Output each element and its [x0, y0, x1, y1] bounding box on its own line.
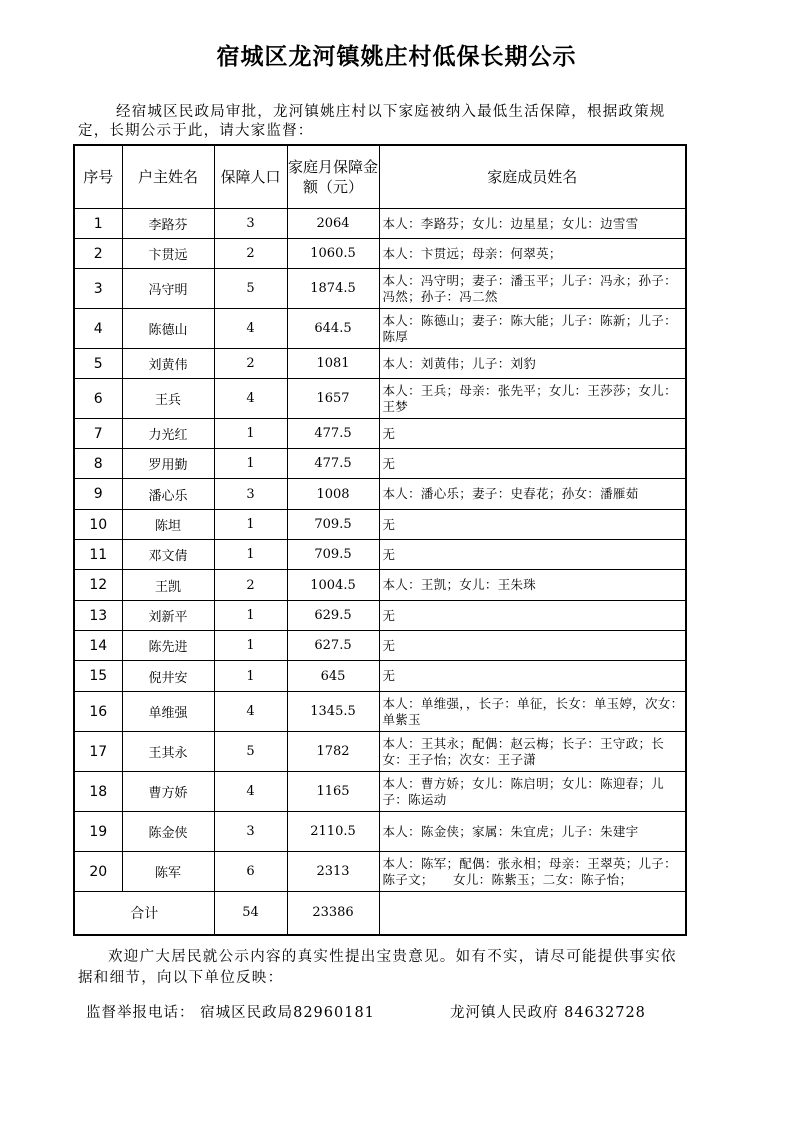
row-index: 9: [74, 479, 122, 510]
header-amount: 家庭月保障金额（元）: [287, 145, 379, 209]
monthly-amount: 1008: [287, 479, 379, 510]
row-index: 12: [74, 570, 122, 601]
total-members: [379, 892, 686, 935]
monthly-amount: 709.5: [287, 510, 379, 540]
header-members: 家庭成员姓名: [379, 145, 686, 209]
table-row: [74, 349, 686, 379]
footer-note: 欢迎广大居民就公示内容的真实性提出宝贵意见。如有不实，请尽可能提供事实依据和细节，向以下单位反映：: [78, 949, 677, 986]
row-index: 4: [74, 309, 122, 349]
head-name: 邓文倩: [122, 540, 214, 570]
population-count: 1: [214, 419, 287, 449]
head-name: 陈坦: [122, 510, 214, 540]
row-index: 19: [74, 812, 122, 852]
table-row: [74, 692, 686, 732]
table-row: [74, 239, 686, 269]
monthly-amount: 627.5: [287, 631, 379, 661]
header-index: 序号: [74, 145, 122, 209]
head-name: 王其永: [122, 732, 214, 772]
table-row: [74, 772, 686, 812]
family-members: 本人：陈金侠；家属：朱宜虎；儿子：朱建宇: [379, 812, 686, 852]
monthly-amount: 1060.5: [287, 239, 379, 269]
monthly-amount: 1004.5: [287, 570, 379, 601]
family-members: 本人：王兵；母亲：张先平；女儿：王莎莎；女儿：王梦: [379, 379, 686, 419]
row-index: 18: [74, 772, 122, 812]
total-label: 合计: [74, 892, 214, 935]
head-name: 潘心乐: [122, 479, 214, 510]
row-index: 17: [74, 732, 122, 772]
population-count: 1: [214, 601, 287, 631]
page-title: 宿城区龙河镇姚庄村低保长期公示: [216, 43, 577, 70]
monthly-amount: 1165: [287, 772, 379, 812]
hotline-label: 监督举报电话：: [86, 1005, 195, 1021]
monthly-amount: 644.5: [287, 309, 379, 349]
total-row: [74, 892, 686, 935]
row-index: 10: [74, 510, 122, 540]
population-count: 2: [214, 239, 287, 269]
monthly-amount: 629.5: [287, 601, 379, 631]
population-count: 2: [214, 349, 287, 379]
family-members: 本人：李路芬；女儿：边星星；女儿：边雪雪: [379, 209, 686, 239]
population-count: 3: [214, 812, 287, 852]
monthly-amount: 1081: [287, 349, 379, 379]
table-header-row: [74, 145, 686, 209]
head-name: 冯守明: [122, 269, 214, 309]
table-row: [74, 309, 686, 349]
monthly-amount: 2313: [287, 852, 379, 892]
table-row: [74, 510, 686, 540]
family-members: 本人：王凯；女儿：王朱珠: [379, 570, 686, 601]
monthly-amount: 1345.5: [287, 692, 379, 732]
row-index: 1: [74, 209, 122, 239]
head-name: 陈德山: [122, 309, 214, 349]
population-count: 1: [214, 661, 287, 692]
population-count: 2: [214, 570, 287, 601]
intro-paragraph: 经宿城区民政局审批，龙河镇姚庄村以下家庭被纳入最低生活保障，根据政策规定，长期公示于此，请大家监督：: [78, 104, 666, 139]
monthly-amount: 1657: [287, 379, 379, 419]
family-members: 本人：单维强，，长子：单征，长女：单玉婷，次女：单紫玉: [379, 692, 686, 732]
header-head-name: 户主姓名: [122, 145, 214, 209]
row-index: 16: [74, 692, 122, 732]
table-row: [74, 812, 686, 852]
hotline-civil-affairs: [86, 1001, 375, 1022]
monthly-amount: 1874.5: [287, 269, 379, 309]
monthly-amount: 477.5: [287, 419, 379, 449]
family-members: 本人：潘心乐；妻子：史春花；孙女：潘雁茹: [379, 479, 686, 510]
table-row: [74, 601, 686, 631]
family-members: 无: [379, 540, 686, 570]
table-row: [74, 449, 686, 479]
head-name: 曹方娇: [122, 772, 214, 812]
family-members: 本人：曹方娇；女儿：陈启明；女儿：陈迎春；儿子：陈运动: [379, 772, 686, 812]
population-count: 1: [214, 449, 287, 479]
row-index: 20: [74, 852, 122, 892]
population-count: 4: [214, 309, 287, 349]
monthly-amount: 2110.5: [287, 812, 379, 852]
family-members: 无: [379, 449, 686, 479]
table-row: [74, 661, 686, 692]
table-row: [74, 732, 686, 772]
population-count: 4: [214, 772, 287, 812]
population-count: 5: [214, 269, 287, 309]
monthly-amount: 645: [287, 661, 379, 692]
family-members: 本人：卞贯远；母亲：何翠英；: [379, 239, 686, 269]
family-members: 本人：陈军；配偶：张永相；母亲：王翠英；儿子：陈子文； 女儿：陈紫玉；二女：陈子怡；: [379, 852, 686, 892]
head-name: 单维强: [122, 692, 214, 732]
head-name: 力光红: [122, 419, 214, 449]
row-index: 6: [74, 379, 122, 419]
hotline-town-government: 龙河镇人民政府 84632728: [450, 1005, 646, 1021]
row-index: 13: [74, 601, 122, 631]
header-count: 保障人口: [214, 145, 287, 209]
family-members: 无: [379, 510, 686, 540]
population-count: 6: [214, 852, 287, 892]
head-name: 王凯: [122, 570, 214, 601]
head-name: 陈军: [122, 852, 214, 892]
family-members: 无: [379, 661, 686, 692]
row-index: 7: [74, 419, 122, 449]
head-name: 卞贯远: [122, 239, 214, 269]
family-members: 本人：冯守明；妻子：潘玉平；儿子：冯永；孙子：冯然；孙子：冯二然: [379, 269, 686, 309]
monthly-amount: 709.5: [287, 540, 379, 570]
population-count: 4: [214, 692, 287, 732]
table-row: [74, 852, 686, 892]
head-name: 王兵: [122, 379, 214, 419]
row-index: 14: [74, 631, 122, 661]
head-name: 陈金侠: [122, 812, 214, 852]
table-row: [74, 631, 686, 661]
head-name: 罗用勤: [122, 449, 214, 479]
family-members: 无: [379, 601, 686, 631]
row-index: 8: [74, 449, 122, 479]
table-row: [74, 540, 686, 570]
population-count: 1: [214, 631, 287, 661]
head-name: 陈先进: [122, 631, 214, 661]
monthly-amount: 2064: [287, 209, 379, 239]
subsidy-table: [73, 144, 687, 936]
head-name: 李路芬: [122, 209, 214, 239]
population-count: 5: [214, 732, 287, 772]
population-count: 1: [214, 510, 287, 540]
hotline-1: 宿城区民政局82960181: [200, 1005, 375, 1021]
population-count: 1: [214, 540, 287, 570]
population-count: 4: [214, 379, 287, 419]
head-name: 倪井安: [122, 661, 214, 692]
row-index: 2: [74, 239, 122, 269]
population-count: 3: [214, 209, 287, 239]
head-name: 刘新平: [122, 601, 214, 631]
family-members: 本人：刘黄伟；儿子：刘豹: [379, 349, 686, 379]
table-row: [74, 269, 686, 309]
table-row: [74, 209, 686, 239]
row-index: 3: [74, 269, 122, 309]
head-name: 刘黄伟: [122, 349, 214, 379]
total-count: 54: [214, 892, 287, 935]
monthly-amount: 477.5: [287, 449, 379, 479]
table-row: [74, 379, 686, 419]
family-members: 本人：王其永；配偶：赵云梅；长子：王守政；长女：王子怡；次女：王子潇: [379, 732, 686, 772]
row-index: 5: [74, 349, 122, 379]
table-row: [74, 419, 686, 449]
family-members: 本人：陈德山；妻子：陈大能；儿子：陈新；儿子：陈厚: [379, 309, 686, 349]
total-amount: 23386: [287, 892, 379, 935]
population-count: 3: [214, 479, 287, 510]
table-row: [74, 570, 686, 601]
row-index: 11: [74, 540, 122, 570]
monthly-amount: 1782: [287, 732, 379, 772]
row-index: 15: [74, 661, 122, 692]
table-row: [74, 479, 686, 510]
family-members: 无: [379, 419, 686, 449]
family-members: 无: [379, 631, 686, 661]
